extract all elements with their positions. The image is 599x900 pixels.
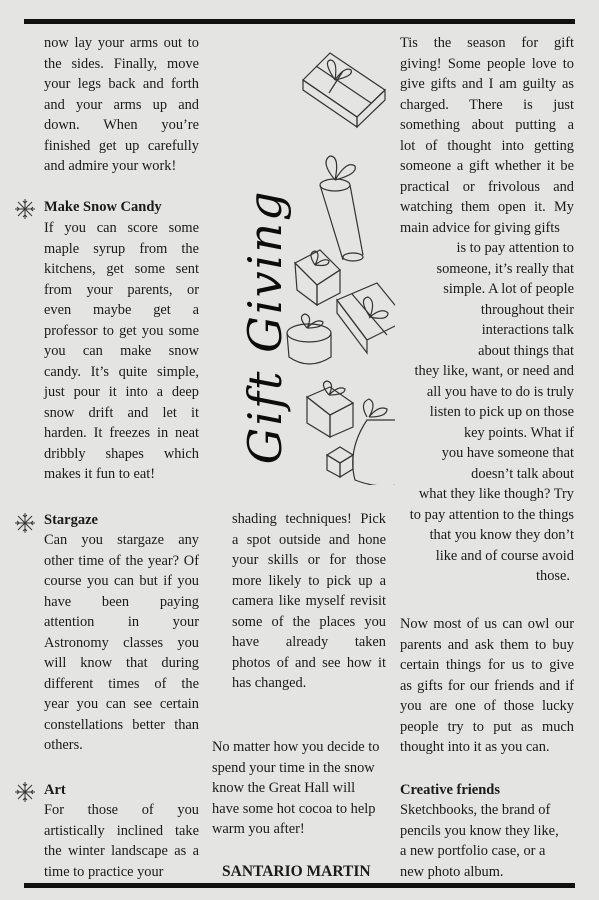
text-line: different times of the xyxy=(44,675,199,692)
text-line: constellations better than xyxy=(44,716,199,733)
text-line: shading techniques! Pick xyxy=(232,511,386,527)
author-byline: SANTARIO MARTIN xyxy=(222,863,371,880)
text-line: pencils you know they like, xyxy=(400,822,559,839)
snowflake-icon xyxy=(14,512,36,534)
text-line: and admire your work! xyxy=(44,158,177,174)
text-line: some of the places you xyxy=(232,613,386,630)
text-line: Can you stargaze any xyxy=(44,532,199,548)
text-line: Now most of us can owl our xyxy=(400,616,574,632)
text-line: interactions talk xyxy=(481,322,574,338)
text-line: simple. A lot of people xyxy=(443,281,574,297)
text-line: charged. There is just xyxy=(400,96,574,113)
gift-cylinder-icon xyxy=(320,156,363,261)
text-line: the sides. Finally, move xyxy=(44,55,199,72)
text-line: have been paying xyxy=(44,593,199,610)
text-line: you have someone that xyxy=(441,445,574,461)
art-text xyxy=(44,800,199,882)
page-title: Gift Giving xyxy=(238,189,292,465)
text-line: throughout their xyxy=(480,301,574,318)
text-line: all you have to do is truly xyxy=(426,383,574,400)
text-line: have already taken xyxy=(232,634,386,650)
text-line: has changed. xyxy=(232,675,307,691)
text-line: people try to put as much xyxy=(400,718,574,735)
snow-candy-heading: Make Snow Candy xyxy=(44,199,162,215)
text-line: as gifts for our friends and if xyxy=(400,677,574,694)
text-line: maple syrup from the xyxy=(44,240,199,257)
text-line: the winter landscape as a xyxy=(44,843,199,859)
text-line: they like, want, or need and xyxy=(414,363,574,379)
art-heading: Art xyxy=(44,782,66,798)
text-line: down. When you’re xyxy=(44,117,199,133)
text-line: even maybe get a xyxy=(44,302,199,318)
gift-box-icon xyxy=(303,53,385,127)
text-line: makes it fun to eat! xyxy=(44,466,156,482)
text-line: is to pay attention to xyxy=(456,240,574,256)
text-line: know the Great Hall will xyxy=(212,780,356,796)
text-line: and your arms up and xyxy=(44,96,199,113)
text-line: will know that during xyxy=(44,655,199,671)
text-line: about things that xyxy=(478,342,574,359)
text-line: finished get up carefully xyxy=(44,137,199,154)
gift-box-icon xyxy=(307,381,353,437)
text-line: camera like myself revisit xyxy=(232,593,386,609)
text-line: attention in your xyxy=(44,614,199,630)
text-line: parents and ask them to buy xyxy=(400,636,574,653)
text-line: from your parents, or xyxy=(44,281,199,298)
stargaze-heading: Stargaze xyxy=(44,512,98,528)
text-line: main advice for giving gifts xyxy=(400,219,560,236)
text-line: something about putting a xyxy=(400,117,574,133)
text-line: photos of and see how it xyxy=(232,654,386,671)
gift-box-icon xyxy=(337,283,395,353)
text-line: like and of course avoid xyxy=(435,547,574,564)
text-line: someone a gift whether it be xyxy=(400,158,574,174)
text-line: professor to get you some xyxy=(44,322,199,339)
text-line: course you can but if you xyxy=(44,573,199,589)
text-line: give gifts and I am guilty as xyxy=(400,76,574,92)
text-line: giving! Some people love to xyxy=(400,55,574,72)
text-line: year you can see certain xyxy=(44,696,199,712)
text-line: others. xyxy=(44,737,83,753)
snowflake-icon xyxy=(14,781,36,803)
text-line: If you can score some xyxy=(44,220,199,236)
text-line: snow drift and let it xyxy=(44,404,199,421)
text-line: No matter how you decide to xyxy=(212,739,380,755)
snow-candy-text xyxy=(44,218,199,485)
text-line: your skills or for those xyxy=(232,552,386,568)
text-line: listen to pick up on those xyxy=(429,404,574,420)
bottom-rule xyxy=(24,883,575,888)
text-line: Tis the season for gift xyxy=(400,35,574,51)
text-line: warm you after! xyxy=(212,821,305,837)
closing-text xyxy=(212,737,390,840)
text-line: lot of thought into getting xyxy=(400,137,574,154)
text-line: more likely to pick up a xyxy=(232,572,386,589)
text-line: to pay attention to the things xyxy=(409,506,574,523)
text-line: For those of you xyxy=(44,802,199,818)
text-line: those. xyxy=(536,568,570,584)
text-line: watching them open it. My xyxy=(400,199,574,215)
gift-box-icon xyxy=(327,447,353,477)
text-line: practical or frivolous and xyxy=(400,178,574,195)
gift-illustrations xyxy=(285,45,395,485)
text-line: artistically inclined take xyxy=(44,822,199,839)
left-intro-text xyxy=(44,33,199,177)
text-line: certain things for us to give xyxy=(400,657,574,673)
gift-bag-icon xyxy=(353,399,395,485)
text-line: now lay your arms out to xyxy=(44,35,199,51)
text-line: Sketchbooks, the brand of xyxy=(400,802,551,818)
text-line: new photo album. xyxy=(400,863,504,880)
text-line: what they like though? Try xyxy=(418,486,574,502)
text-line: thought into it as you can. xyxy=(400,739,550,755)
text-line: other time of the year? Of xyxy=(44,552,199,569)
text-line: spend your time in the snow xyxy=(212,759,375,776)
text-line: your legs back and forth xyxy=(44,76,199,92)
right-intro-text xyxy=(400,33,574,587)
text-line: dribbly shapes which xyxy=(44,445,199,462)
snowflake-icon xyxy=(14,198,36,220)
text-line: a spot outside and hone xyxy=(232,531,386,548)
text-line: a new portfolio case, or a xyxy=(400,843,546,859)
text-line: doesn’t talk about xyxy=(471,465,574,482)
gift-box-icon xyxy=(295,250,340,305)
gift-cylinder-icon xyxy=(287,314,331,364)
text-line: someone, it’s really that xyxy=(436,260,574,277)
text-line: Astronomy classes you xyxy=(44,634,199,651)
shading-text xyxy=(232,509,386,694)
text-line: have some hot cocoa to help xyxy=(212,800,376,817)
text-line: harden. It freezes in neat xyxy=(44,425,199,441)
creative-friends-heading: Creative friends xyxy=(400,782,500,798)
text-line: you are one of those lucky xyxy=(400,698,574,714)
text-line: key points. What if xyxy=(463,424,574,441)
stargaze-text xyxy=(44,530,199,756)
owl-text xyxy=(400,614,574,758)
text-line: time to practice your xyxy=(44,863,164,880)
text-line: candy. It’s quite simple, xyxy=(44,363,199,380)
top-rule xyxy=(24,19,575,24)
text-line: just pour it into a deep xyxy=(44,384,199,400)
text-line: that you know they don’t xyxy=(429,527,574,543)
text-line: kitchens, get some sent xyxy=(44,261,199,277)
creative-friends-text xyxy=(400,800,574,882)
text-line: you can make snow xyxy=(44,343,199,359)
